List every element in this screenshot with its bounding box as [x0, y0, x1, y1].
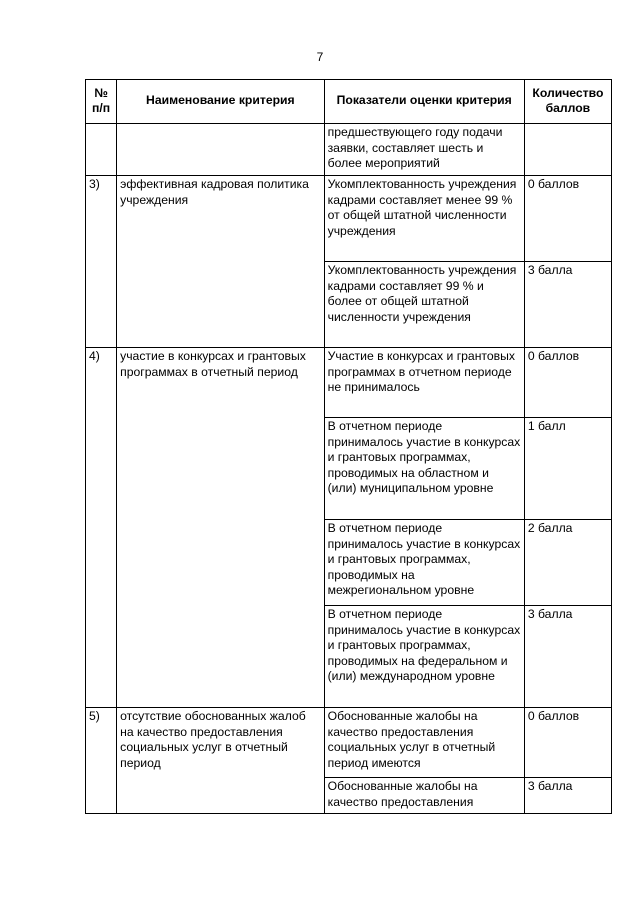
cell-indicator: В отчетном периоде принималось участие в конкурсах и грантовых программах, проводимых на областном и (или) муниципальном уровне [324, 418, 524, 520]
header-number: № п/п [86, 80, 117, 124]
cell-points: 0 баллов [524, 176, 611, 262]
header-criterion-name: Наименование критерия [117, 80, 324, 124]
cell-indicator: предшествующего году подачи заявки, составляет шесть и более мероприятий [324, 124, 524, 176]
table-row [86, 348, 612, 418]
cell-criterion-name: участие в конкурсах и грантовых программах в отчетный период [117, 348, 324, 708]
page-number: 7 [316, 50, 324, 64]
cell-indicator: В отчетном периоде принималось участие в конкурсах и грантовых программах, проводимых на федеральном и (или) международном уровне [324, 606, 524, 708]
table-row [86, 708, 612, 778]
cell-points: 2 балла [524, 520, 611, 606]
criteria-table [85, 79, 612, 814]
cell-indicator: В отчетном периоде принималось участие в конкурсах и грантовых программах, проводимых на межрегиональном уровне [324, 520, 524, 606]
table-header-row [86, 80, 612, 124]
header-indicators: Показатели оценки критерия [324, 80, 524, 124]
cell-indicator: Обоснованные жалобы на качество предоставления [324, 778, 524, 814]
cell-points: 0 баллов [524, 348, 611, 418]
cell-indicator: Обоснованные жалобы на качество предоставления социальных услуг в отчетный период имеются [324, 708, 524, 778]
cell-points: 1 балл [524, 418, 611, 520]
cell-points: 3 балла [524, 778, 611, 814]
cell-number: 5) [86, 708, 117, 814]
cell-points: 0 баллов [524, 708, 611, 778]
cell-points [524, 124, 611, 176]
cell-points: 3 балла [524, 262, 611, 348]
table-row [86, 176, 612, 262]
cell-indicator: Укомплектованность учреждения кадрами составляет 99 % и более от общей штатной численности учреждения [324, 262, 524, 348]
cell-number: 3) [86, 176, 117, 348]
cell-number: 4) [86, 348, 117, 708]
cell-criterion-name: отсутствие обоснованных жалоб на качество предоставления социальных услуг в отчетный период [117, 708, 324, 814]
cell-indicator: Участие в конкурсах и грантовых программах в отчетном периоде не принималось [324, 348, 524, 418]
cell-criterion-name [117, 124, 324, 176]
cell-points: 3 балла [524, 606, 611, 708]
header-points: Количество баллов [524, 80, 611, 124]
cell-indicator: Укомплектованность учреждения кадрами составляет менее 99 % от общей штатной численности учреждения [324, 176, 524, 262]
cell-number [86, 124, 117, 176]
table-row [86, 124, 612, 176]
cell-criterion-name: эффективная кадровая политика учреждения [117, 176, 324, 348]
